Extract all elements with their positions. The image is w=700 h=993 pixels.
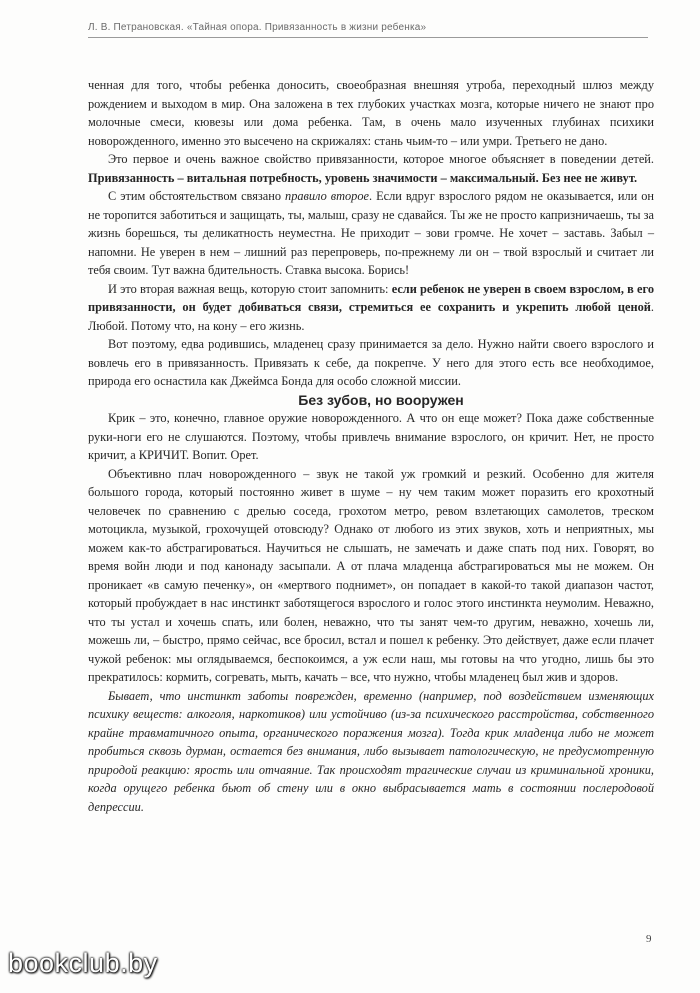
paragraph: Крик – это, конечно, главное оружие новорожденного. А что он еще может? Пока даже собственные руки-ноги его не слушаются. Поэтому, чтобы привлечь внимание взрослого, он кричит. Нет, не просто кричит, а КРИЧИТ. Вопит. Орет. [88,411,654,462]
paragraph-text: И это вторая важная вещь, которую стоит запомнить: [108,281,392,296]
paragraph: Вот поэтому, едва родившись, младенец сразу принимается за дело. Нужно найти своего взрослого и вовлечь его в привязанность. Привязать к себе, да покрепче. У него для этого есть все необходимое, природа его оснастила как Джеймса Бонда для особо сложной миссии. [88,337,654,388]
italic-paragraph: Бывает, что инстинкт заботы поврежден, временно (например, под воздействием изменяющих психику веществ: алкоголя, наркотиков) или устойчиво (из-за психического расстройства, собственного крайне травматичного опыта, органического поражения мозга). Тогда крик младенца либо не может пробиться сквозь дурман, остается без внимания, либо вызывает патологическую, не предусмотренную природой реакцию: ярость или отчаяние. Так происходят трагические случаи из криминальной хроники, когда орущего ребенка бьют об стену или в окно выбрасывается мать в состоянии послеродовой депрессии. [88,688,654,814]
paragraph-text: С этим обстоятельством связано [108,189,286,203]
watermark-logo: bookclub.by [8,948,158,978]
paragraph [88,150,654,187]
paragraph: Объективно плач новорожденного – звук не такой уж громкий и резкий. Особенно для жителя большого города, который постоянно живет в шуме – ну чем таким может поразить его крохотный человечек по сравнению с дрелью соседа, грохотом метро, ревом взлетающих самолетов, треском мотоцикла, музыкой, грохочущей отовсюду? Однако от любого из этих звуков, хоть и неприятных, мы можем как-то абстрагироваться. Научиться не слышать, не замечать и даже спать под них. Говорят, во время войн люди и под канонаду засыпали. А от плача младенца абстрагироваться мы не можем. Он проникает «в самую печенку», он «мертвого поднимет», он попадает в какой-то такой диапазон частот, который пробуждает в нас инстинкт заботящегося взрослого и голос этого инстинкта неумолим. Неважно, что ты устал и хочешь спать, или болен, неважно, что ты занят чем-то другим, неважно, хочешь ли, можешь ли, – быстро, прямо сейчас, все бросил, встал и пошел к ребенку. Это действует, даже если плачет чужой ребенок: мы оглядываемся, беспокоимся, а уж если наш, мы готовы на что угодно, лишь бы это прекратилось: кормить, согревать, мыть, качать – все, что нужно, чтобы младенец был жив и здоров. [88,466,654,684]
paragraph [88,280,654,336]
paragraph-text: . Если вдруг взрослого рядом не оказывается, или он не торопится заботиться и защищать, ты, малыш, сразу не сдавайся. Ты же не просто капризничаешь, ты за жизнь борешься, ты деликатность неуместна. Не приходит – зови громче. Не хочет – заставь. Забыл – напомни. Не уверен в нем – лишний раз перепроверь, по-прежнему ли он – твой взрослый и считает ли тебя своим. Тут важна бдительность. Ставка высока. Борись! [88,189,654,277]
paragraph-text: Это первое и очень важное свойство привязанности, которое многое объясняет в поведении детей. [108,152,654,166]
page-number: 9 [646,933,652,945]
section-title: Без зубов, но вооружен [298,391,464,408]
italic-term: правило второе [285,189,370,203]
paragraph [88,187,654,280]
bold-statement: Привязанность – витальная потребность, уровень значимости – максимальный. Без нее не живут. [88,170,638,185]
paragraph: ченная для того, чтобы ребенка доносить, своеобразная внешняя утроба, переходный шлюз между рождением и выходом в мир. Она заложена в тех глубоких участках мозга, которые ничего не знают про молочные смеси, кювезы или дома ребенка. Там, в очень мало изученных глубинах психики новорожденного, именно это высечено на скрижалях: стань чьим-то – или умри. Третьего не дано. [88,78,654,148]
paragraph-text: . Любой. Потому что, на кону – его жизнь. [88,300,654,333]
running-head: Л. В. Петрановская. «Тайная опора. Привязанность в жизни ребенка» [88,22,648,38]
bold-statement: если ребенок не уверен в своем взрослом, в его привязанности, он будет добиваться связи, стремиться ее сохранить и укрепить любой ценой [88,281,654,314]
body-text [88,76,654,816]
